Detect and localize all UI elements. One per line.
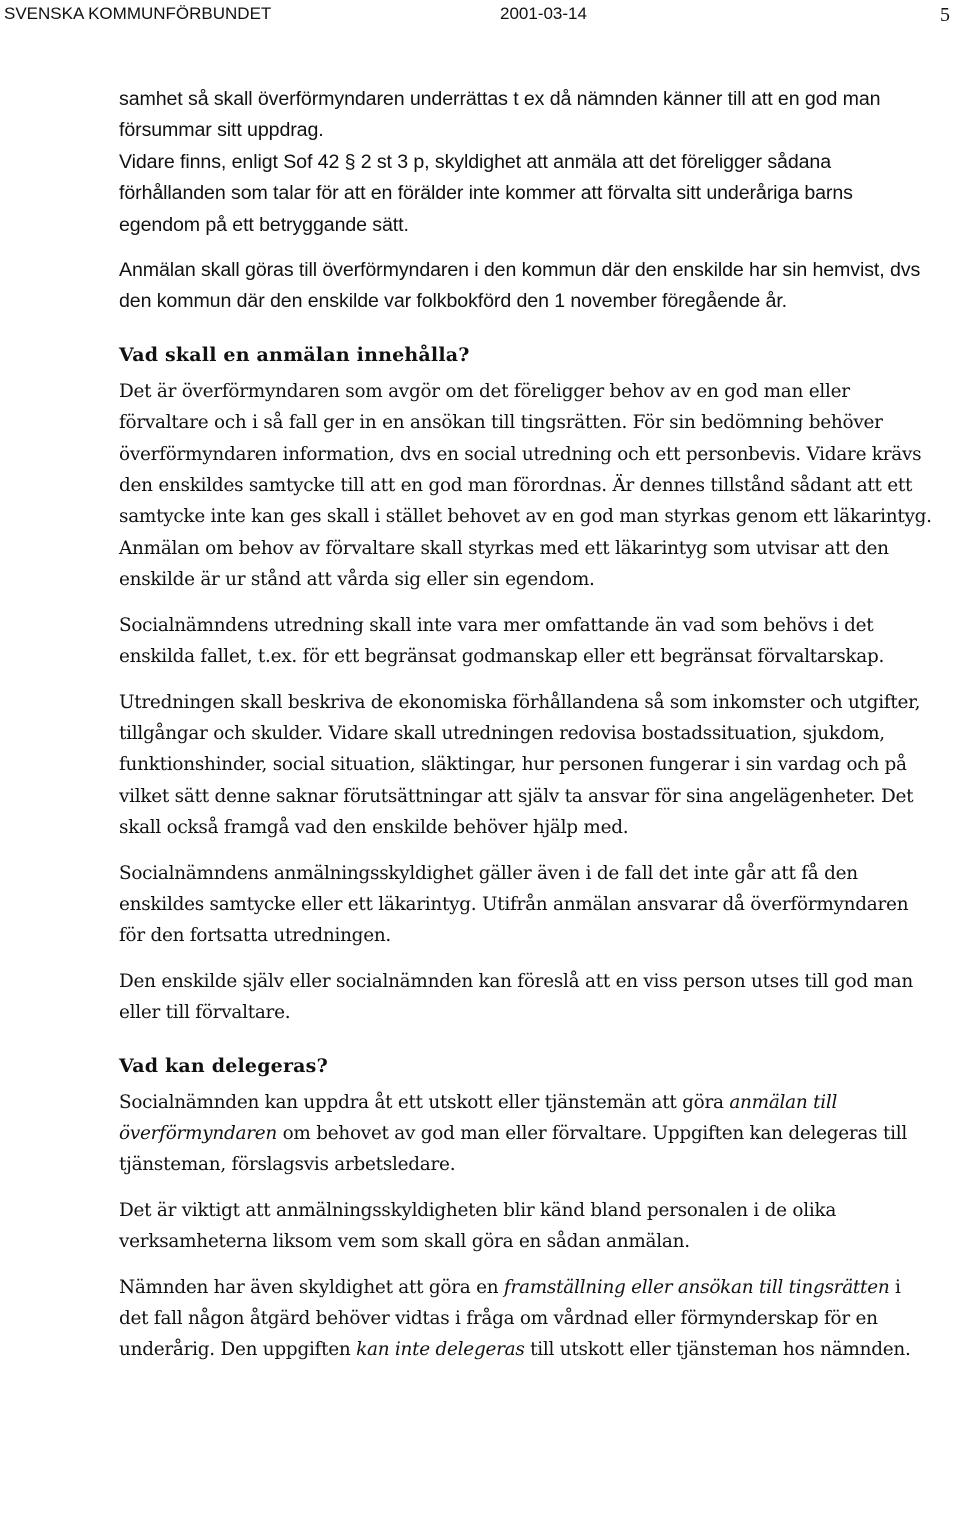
paragraph-4: Det är överförmyndaren som avgör om det föreligger behov av en god man eller förvaltare och i så fall ger in en ansökan till tingsrätten. För sin bedömning behöver överförmyndaren information, dvs en social utredning och ett personbevis. Vidare krävs den enskildes samtycke till att en god man förordnas. Är dennes tillstånd sådant att ett samtycke inte kan ges skall i stället behovet av en god man styrkas genom ett läkarintyg. Anmälan om behov av förvaltare skall styrkas med ett läkarintyg som utvisar att den enskilde är ur stånd att vårda sig eller sin egendom. — [119, 380, 932, 591]
heading-anmalan-innehall: Vad skall en anmälan innehålla? — [119, 343, 470, 366]
paragraph-9 — [119, 1087, 934, 1181]
paragraph-5: Socialnämndens utredning skall inte vara mer omfattande än vad som behövs i det enskilda fallet, t.ex. för ett begränsat godmanskap eller ett begränsat förvaltarskap. — [119, 614, 885, 668]
page-number: 5 — [940, 4, 950, 26]
paragraph-9-emphasis: anmälan till överförmyndaren — [119, 1091, 838, 1144]
document-body — [119, 84, 934, 1380]
paragraph-11 — [119, 1272, 934, 1366]
page-header — [0, 0, 960, 30]
paragraph-11-text-c: till utskott eller tjänsteman hos nämnden. — [524, 1339, 911, 1361]
paragraph-6: Utredningen skall beskriva de ekonomiska förhållandena så som inkomster och utgifter, tillgångar och skulder. Vidare skall utredningen redovisa bostadssituation, sjukdom, funktionshinder, social situation, släktingar, hur personen fungerar i sin vardag och på vilket sätt denne saknar förutsättningar att själv ta ansvar för sina angelägenheter. Det skall också framgå vad den enskilde behöver hjälp med. — [119, 691, 921, 839]
paragraph-1: samhet så skall överförmyndaren underrättas t ex då nämnden känner till att en god man försummar sitt uppdrag. — [119, 88, 881, 142]
paragraph-7: Socialnämndens anmälningsskyldighet gäller även i de fall det inte går att få den enskildes samtycke eller ett läkarintyg. Utifrån anmälan ansvarar då överförmyndaren för den fortsatta utredningen. — [119, 862, 909, 947]
paragraph-10: Det är viktigt att anmälningsskyldigheten blir känd bland personalen i de olika verksamheterna liksom vem som skall göra en sådan anmälan. — [119, 1199, 837, 1253]
header-organization: SVENSKA KOMMUNFÖRBUNDET — [4, 4, 272, 23]
paragraph-2: Vidare finns, enligt Sof 42 § 2 st 3 p, skyldighet att anmäla att det föreligger sådana förhållanden som talar för att en förälder inte kommer att förvalta sitt underåriga barns egendom på ett betryggande sätt. — [119, 150, 853, 236]
paragraph-9-text-b: om behovet av god man eller förvaltare. Uppgiften kan delegeras till tjänsteman, förslagsvis arbetsledare. — [119, 1122, 908, 1176]
paragraph-11-text-b: i det fall någon åtgärd behöver vidtas i fråga om vårdnad eller förmynderskap för en underårig. Den uppgiften — [119, 1276, 901, 1361]
paragraph-11-emphasis-2: kan inte delegeras — [356, 1339, 525, 1361]
paragraph-11-text-a: Nämnden har även skyldighet att göra en — [119, 1276, 504, 1298]
paragraph-8: Den enskilde själv eller socialnämnden kan föreslå att en viss person utses till god man eller till förvaltare. — [119, 970, 913, 1024]
paragraph-11-emphasis-1: framställning eller ansökan till tingsrätten — [503, 1276, 890, 1298]
paragraph-3: Anmälan skall göras till överförmyndaren i den kommun där den enskilde har sin hemvist, dvs den kommun där den enskilde var folkbokförd den 1 november föregående år. — [119, 259, 921, 313]
paragraph-9-text-a: Socialnämnden kan uppdra åt ett utskott eller tjänstemän att göra — [119, 1091, 730, 1113]
header-date: 2001-03-14 — [500, 4, 587, 23]
heading-delegering: Vad kan delegeras? — [119, 1054, 328, 1077]
